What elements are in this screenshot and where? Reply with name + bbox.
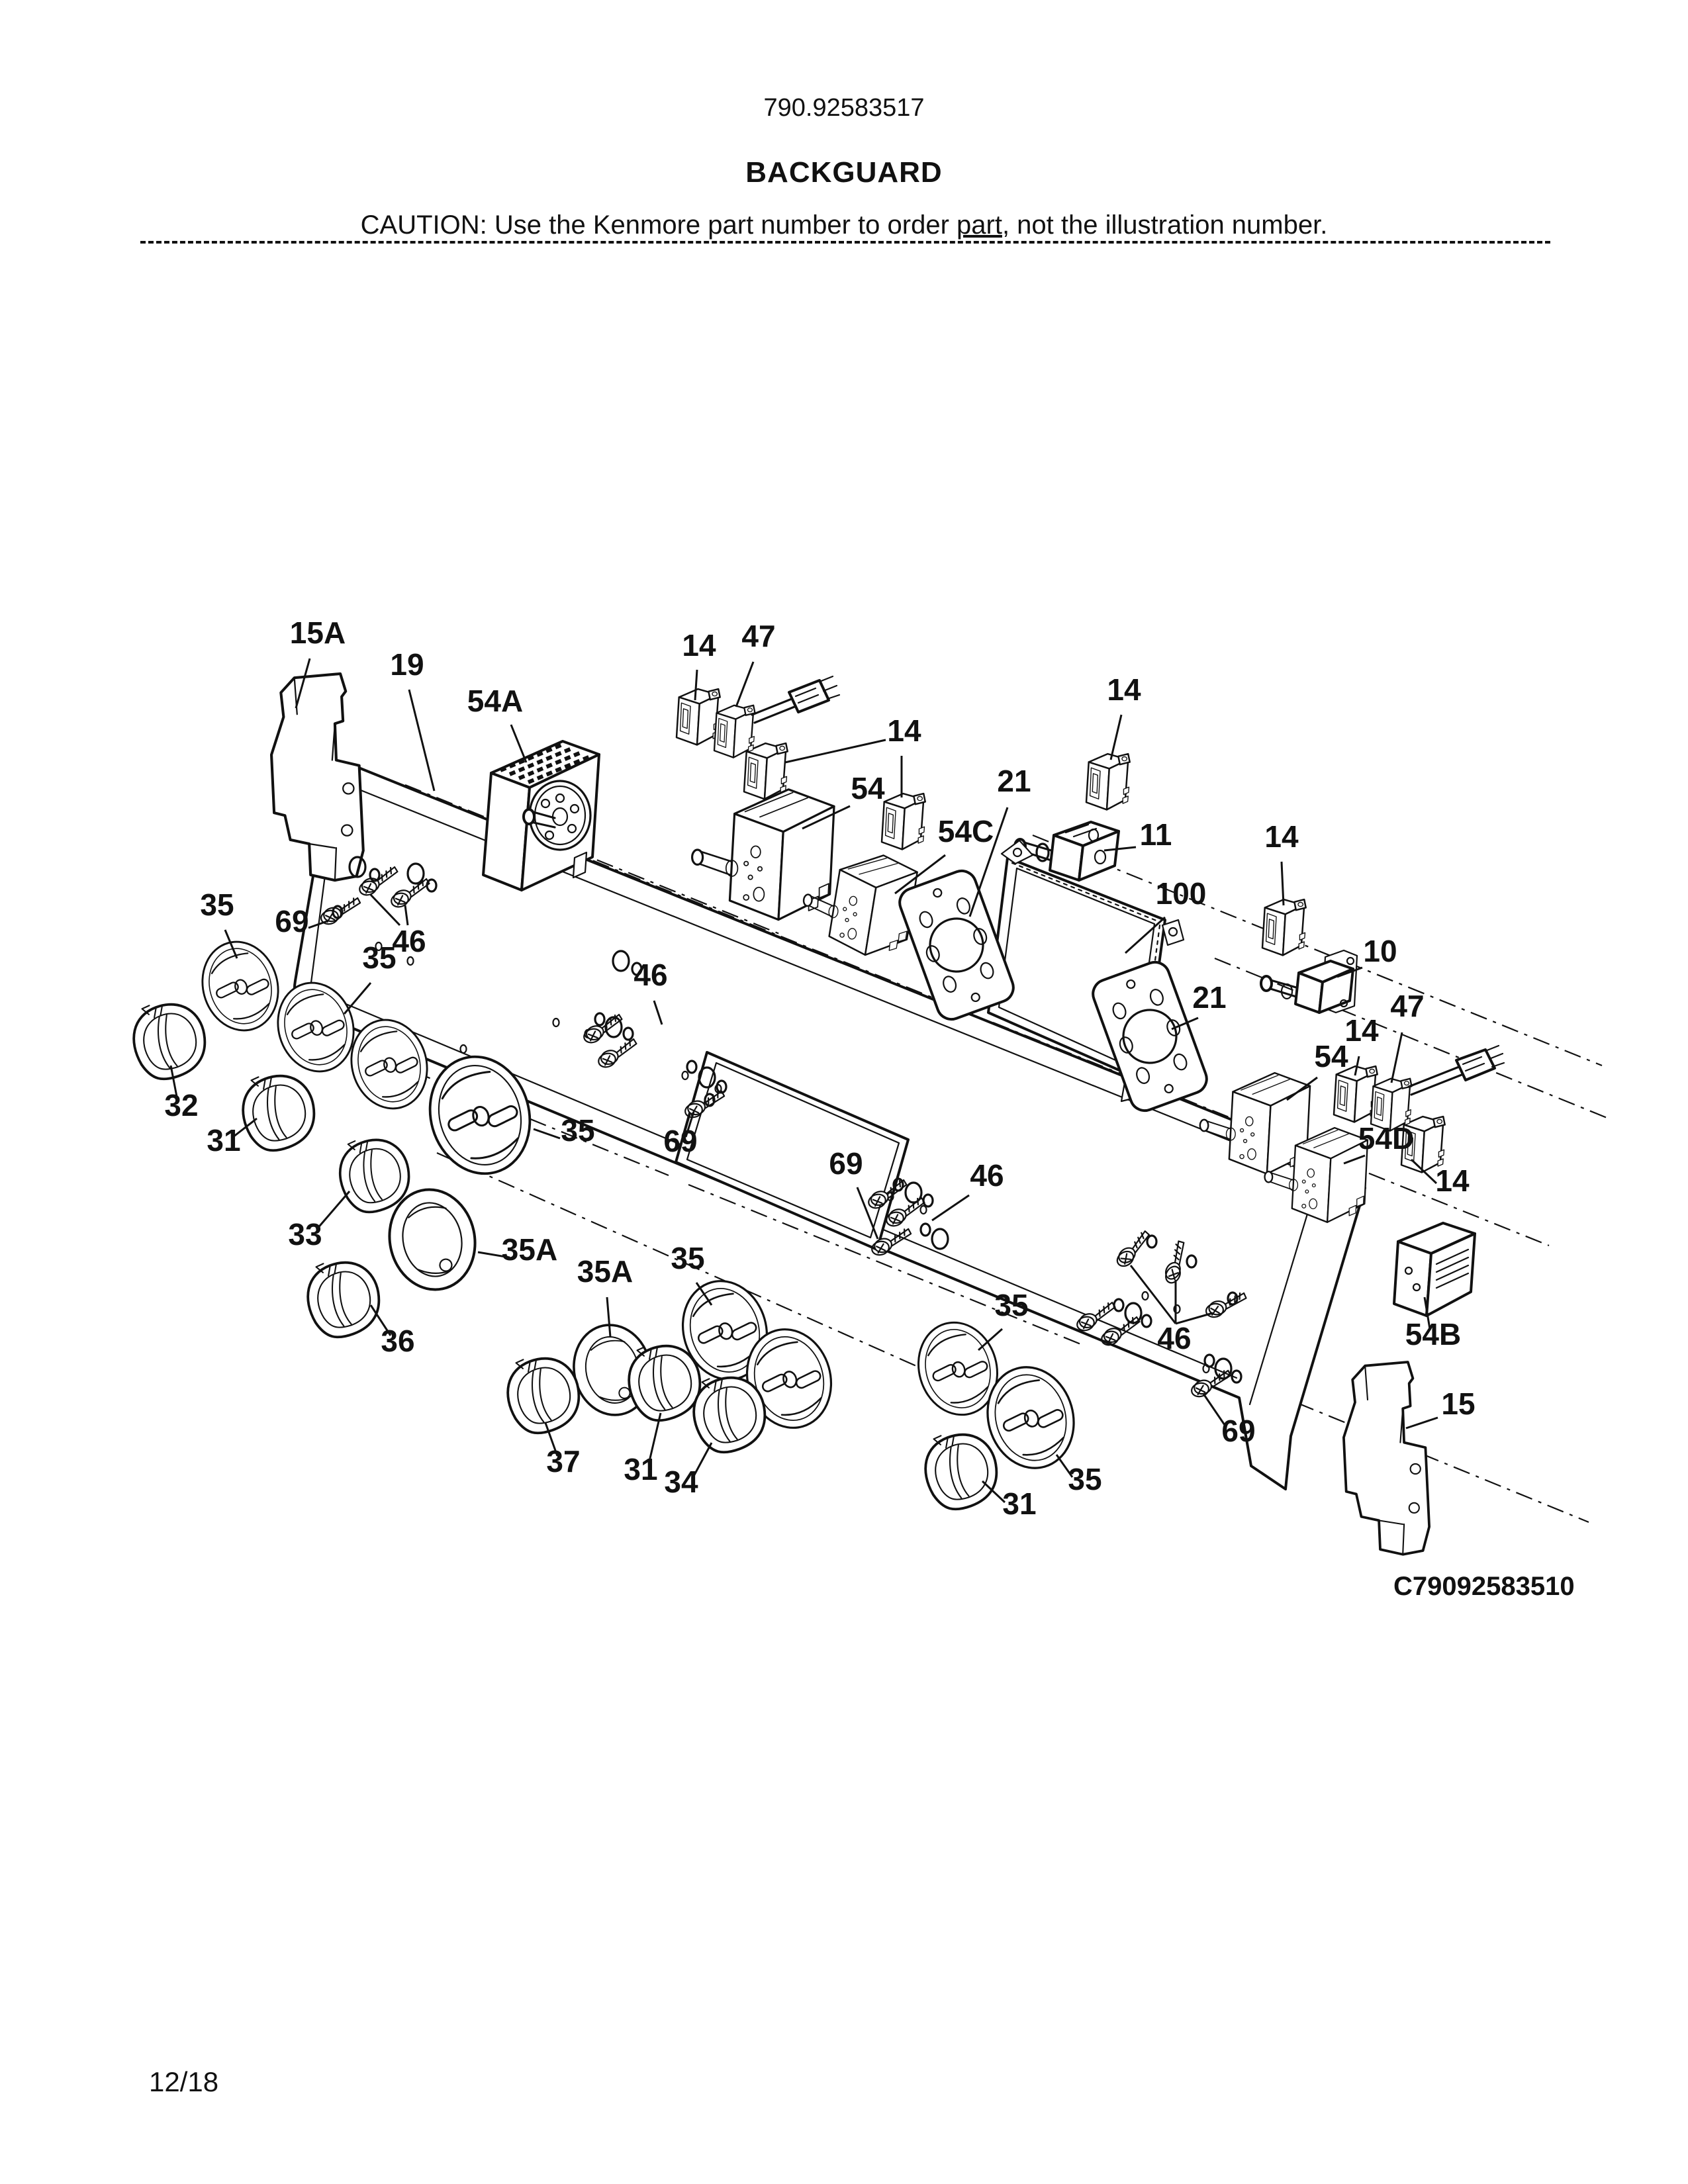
diagram-number: C79092583510 (1393, 1572, 1575, 1601)
part-54A-oven-control (483, 741, 599, 890)
callout-54: 54 (851, 771, 885, 805)
part-14-switch (1086, 754, 1130, 809)
callout-32: 32 (164, 1088, 199, 1122)
part-14-switch (1262, 899, 1306, 955)
callout-35: 35 (994, 1288, 1029, 1322)
callout-34: 34 (664, 1465, 698, 1499)
callout-10: 10 (1363, 934, 1397, 968)
page-title: BACKGUARD (745, 156, 943, 189)
callout-35: 35 (1068, 1462, 1102, 1496)
callout-14: 14 (1107, 672, 1141, 707)
callout-14: 14 (1435, 1163, 1470, 1198)
part-14-switch (882, 794, 925, 849)
callout-35: 35 (561, 1113, 595, 1148)
callout-35: 35 (671, 1241, 705, 1275)
callout-47: 47 (741, 619, 776, 653)
callout-54A: 54A (467, 684, 524, 718)
callout-14: 14 (682, 628, 716, 662)
caution-underline: part (957, 210, 1002, 240)
callout-21: 21 (997, 764, 1031, 798)
callout-31: 31 (624, 1452, 658, 1486)
part-10-component (1261, 950, 1357, 1013)
callout-46: 46 (970, 1158, 1004, 1193)
callout-54C: 54C (937, 814, 994, 848)
callout-15A: 15A (289, 615, 346, 650)
callout-54B: 54B (1405, 1317, 1462, 1351)
part-32-knob (130, 1000, 209, 1081)
callout-31: 31 (1002, 1486, 1037, 1521)
callout-11: 11 (1139, 817, 1172, 852)
part-37-knob (504, 1354, 583, 1435)
callout-14: 14 (1344, 1013, 1379, 1048)
callout-46: 46 (633, 958, 668, 992)
callout-69: 69 (1221, 1414, 1256, 1448)
part-14-switch (744, 743, 788, 799)
callout-69: 69 (275, 904, 309, 938)
callout-36: 36 (381, 1324, 415, 1358)
callout-31: 31 (207, 1123, 241, 1158)
callout-47: 47 (1390, 989, 1425, 1023)
callout-69: 69 (663, 1124, 698, 1158)
callout-37: 37 (546, 1444, 581, 1479)
callout-35A: 35A (501, 1232, 558, 1267)
callout-35: 35 (362, 940, 397, 975)
callout-54D: 54D (1358, 1121, 1415, 1156)
callout-35A: 35A (577, 1254, 633, 1289)
callout-14: 14 (1264, 819, 1299, 854)
part-35-bezel (192, 933, 288, 1039)
part-54-surface-switch (692, 790, 834, 920)
callout-19: 19 (390, 647, 424, 682)
callout-46: 46 (392, 924, 426, 958)
callout-69: 69 (829, 1146, 863, 1181)
caution-note: CAUTION: Use the Kenmore part number to order part, not the illustration number. (360, 210, 1328, 240)
part-36-knob (305, 1258, 383, 1340)
part-14-switch (677, 689, 720, 745)
part-54B-switch (1394, 1223, 1475, 1316)
callout-54: 54 (1314, 1039, 1348, 1073)
part-31-knob (922, 1430, 1000, 1512)
part-31-knob (240, 1071, 318, 1153)
callout-46: 46 (1157, 1321, 1192, 1355)
callout-15: 15 (1441, 1387, 1476, 1421)
page-date: 12/18 (149, 2066, 219, 2097)
callout-21: 21 (1192, 980, 1227, 1015)
part-15A-bracket (271, 674, 363, 880)
model-number: 790.92583517 (763, 94, 925, 122)
part-15-bracket (1344, 1362, 1429, 1555)
callout-14: 14 (887, 713, 921, 748)
callout-33: 33 (288, 1217, 322, 1251)
callout-35: 35 (200, 887, 234, 922)
callout-100: 100 (1155, 876, 1207, 911)
